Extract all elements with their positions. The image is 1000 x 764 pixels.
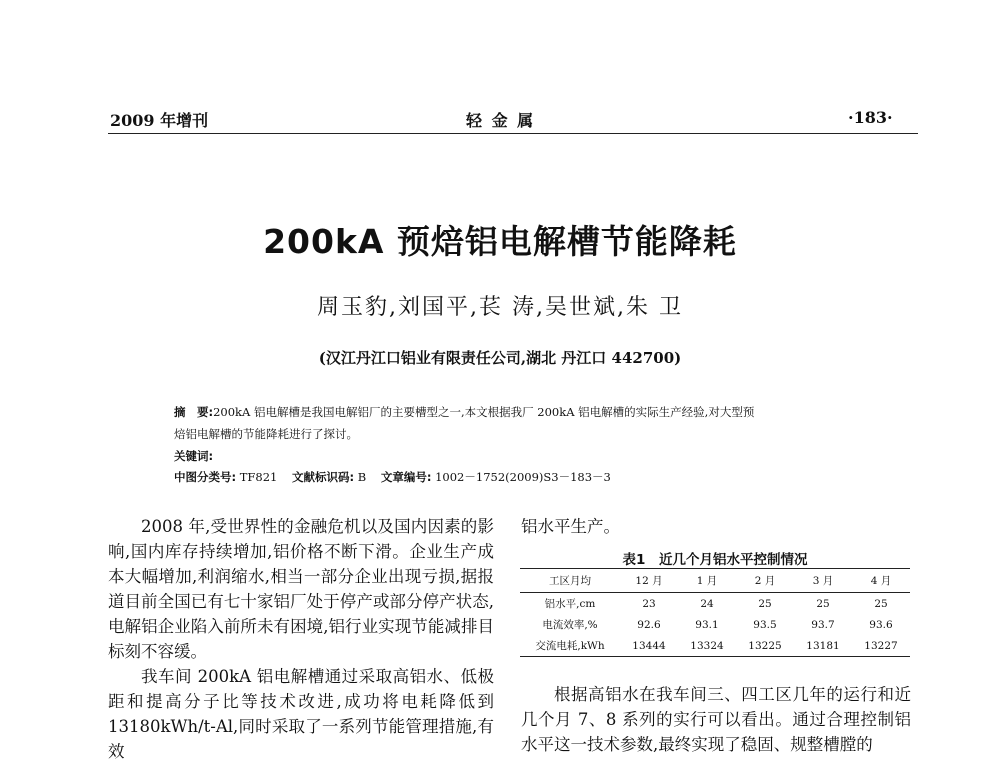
authors: 周玉豹,刘国平,苌 涛,吴世斌,朱 卫: [317, 295, 683, 320]
clc-value: TF821: [239, 470, 278, 484]
table-header-cell: 2 月: [736, 569, 794, 593]
table-cell: 93.6: [869, 618, 893, 631]
table-cell: 13181: [794, 635, 852, 657]
table-header-cell: 工区月均: [520, 569, 620, 593]
table-caption: 表1 近几个月铝水平控制情况: [622, 552, 808, 568]
table-cell: 25: [874, 597, 888, 610]
table-cell: 13225: [736, 635, 794, 657]
table-cell: 25: [816, 597, 830, 610]
table-cell: 24: [700, 597, 714, 610]
table-row: [520, 635, 910, 657]
table-header-cell: 4 月: [852, 569, 910, 593]
table-cell: 23: [642, 597, 656, 610]
abstract-text-1: 200kA 铝电解槽是我国电解铝厂的主要槽型之一,本文根据我厂 200kA 铝电解槽的实际生产经验,对大型预: [213, 405, 755, 419]
table-cell: 93.7: [811, 618, 835, 631]
table-cell: 25: [758, 597, 772, 610]
body-paragraph-1: 2008 年,受世界性的金融危机以及国内因素的影响,国内库存持续增加,铝价格不断下滑。企业生产成本大幅增加,利润缩水,相当一部分企业出现亏损,据报道目前全国已有七十家铝厂处于停产或部分停产状态,电解铝企业陷入前所未有困境,铝行业实现节能减排目标刻不容缓。: [108, 517, 494, 661]
page-number: ·183·: [848, 108, 893, 127]
article-no-value: 1002－1752(2009)S3－183－3: [435, 470, 611, 484]
abstract-line-2: [174, 427, 358, 441]
right-column-text: [521, 682, 911, 757]
left-column: [108, 514, 494, 764]
aluminum-level-table: [520, 568, 910, 657]
table-cell: 92.6: [637, 618, 661, 631]
doc-code-value: B: [357, 470, 367, 484]
table-cell: 电流效率,%: [542, 619, 598, 631]
abstract-line-1: [174, 405, 754, 419]
journal-year-issue: 2009 年增刊: [110, 111, 209, 130]
abstract-text-2: 焙铝电解槽的节能降耗进行了探讨。: [174, 427, 358, 441]
paper-title: 200kA 预焙铝电解槽节能降耗: [263, 222, 737, 261]
header-rule: [108, 133, 918, 134]
table-header-cell: 1 月: [678, 569, 736, 593]
doc-code-label: 文献标识码:: [292, 470, 355, 484]
table-cell: 13227: [852, 635, 910, 657]
article-no-label: 文章编号:: [380, 470, 432, 484]
clc-label: 中图分类号:: [174, 470, 237, 484]
table-cell: 13324: [678, 635, 736, 657]
abstract-label: 摘 要:: [174, 405, 214, 419]
body-paragraph-2: 我车间 200kA 铝电解槽通过采取高铝水、低极距和提高分子比等技术改进,成功将电耗降低到 13180kWh/t-Al,同时采取了一系列节能管理措施,有效: [108, 667, 494, 761]
table-row: [520, 593, 910, 615]
classification-line: [174, 470, 611, 484]
body-paragraph-3: 根据高铝水在我车间三、四工区几年的运行和近几个月 7、8 系列的实行可以看出。通过合理控制铝水平这一技术参数,最终实现了稳固、规整槽膛的: [521, 685, 911, 754]
keywords: [174, 449, 213, 463]
table-cell: 93.1: [695, 618, 719, 631]
table-cell: 13444: [620, 635, 678, 657]
affiliation: (汉江丹江口铝业有限责任公司,湖北 丹江口 442700): [318, 349, 682, 367]
table-cell: 93.5: [753, 618, 777, 631]
table-row: [520, 614, 910, 635]
keywords-label: 关键词:: [174, 449, 214, 463]
table-header-row: [520, 569, 910, 593]
table-header-cell: 12 月: [620, 569, 678, 593]
table-cell: 交流电耗,kWh: [520, 635, 620, 657]
journal-name: 轻 金 属: [466, 111, 536, 130]
table-header-cell: 3 月: [794, 569, 852, 593]
right-column-top-line: 铝水平生产。: [521, 517, 620, 536]
table-cell: 铝水平,cm: [544, 598, 596, 610]
